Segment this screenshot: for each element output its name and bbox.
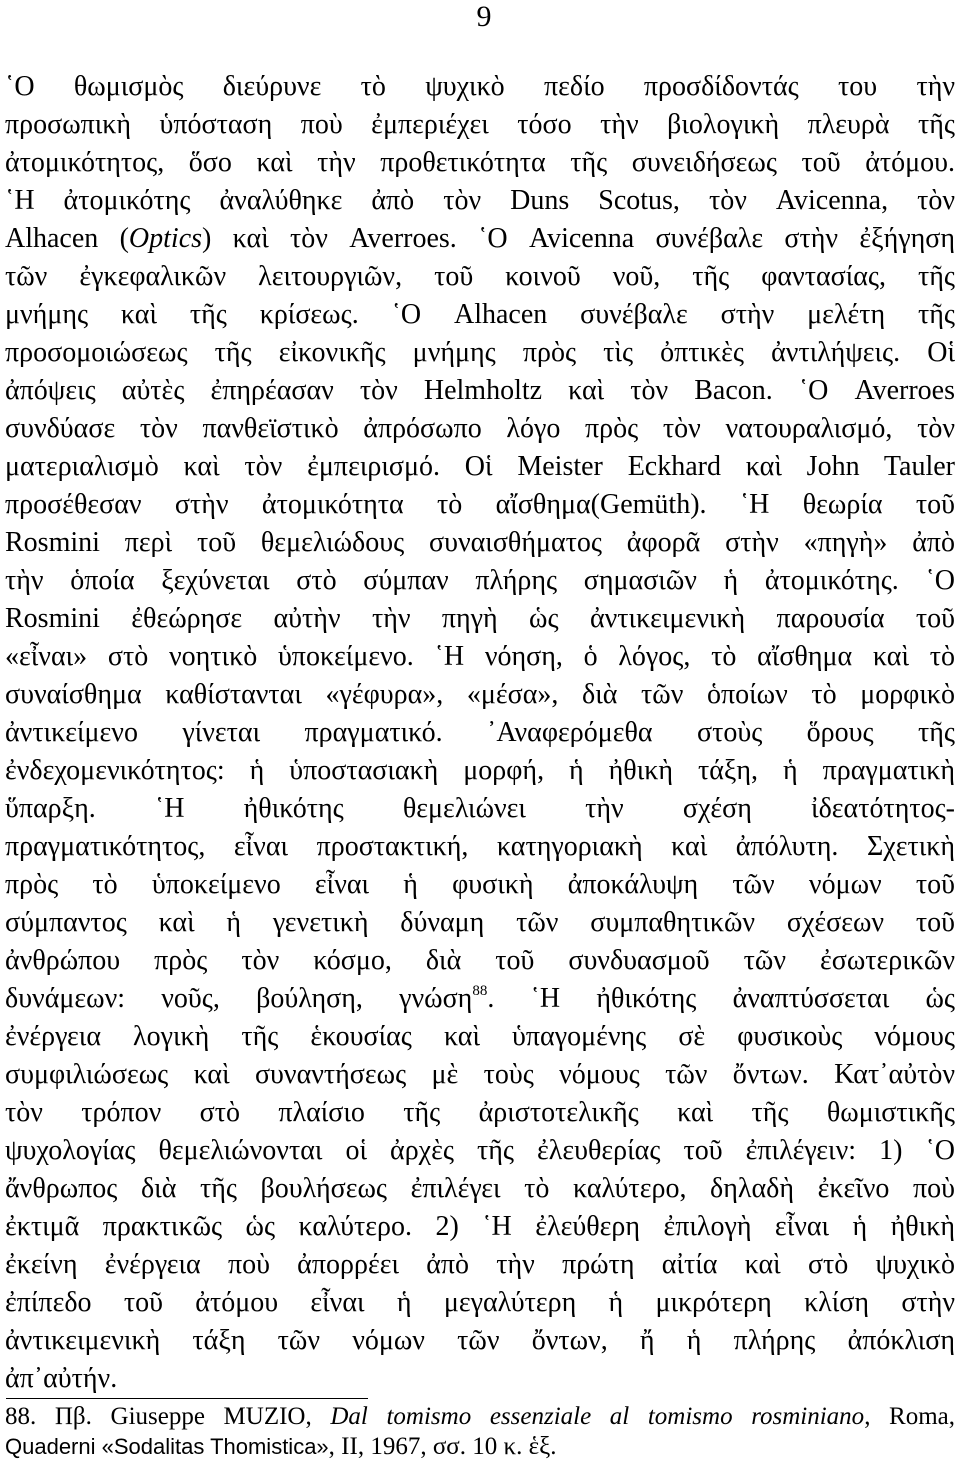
text-line: ἀπ᾿αὐτήν. bbox=[5, 1363, 118, 1394]
text-line: ῾Η ἀτομικότης ἀναλύθηκε ἀπὸ τὸν Duns Scotus, τὸν Avicenna, τὸν bbox=[5, 185, 955, 216]
text-line: συναίσθημα καθίστανται «γέφυρα», «μέσα», διὰ τῶν ὁποίων τὸ μορφικὸ bbox=[5, 679, 955, 710]
text-line: ματεριαλισμὸ καὶ τὸν ἐμπειρισμό. Οἱ Meister Eckhard καὶ John Tauler bbox=[5, 451, 955, 482]
page-number: 9 bbox=[476, 0, 492, 33]
text-line: ἐκτιμᾶ πρακτικῶς ὡς καλύτερο. 2) ῾Η ἐλεύθερη ἐπιλογὴ εἶναι ἡ ἠθικὴ bbox=[5, 1211, 955, 1242]
footnote-line: 88. Πβ. Giuseppe MUZIO, Dal tomismo essenziale al tomismo rosminiano, Roma, bbox=[5, 1403, 956, 1430]
footnote-marker: 88 bbox=[472, 983, 488, 999]
footnote-separator bbox=[6, 1398, 368, 1399]
text-line: πραγματικότητος, εἶναι προστακτική, κατηγοριακὴ καὶ ἀπόλυτη. Σχετικὴ bbox=[5, 831, 955, 862]
text-line: Rosmini ἐθεώρησε αὐτὴν τὴν πηγὴ ὡς ἀντικειμενικὴ παρουσία τοῦ bbox=[5, 603, 955, 634]
text-line: ὕπαρξη. ῾Η ἠθικότης θεμελιώνει τὴν σχέση ἰδεατότητος- bbox=[5, 793, 955, 824]
text-line: ῾Ο θωμισμὸς διεύρυνε τὸ ψυχικὸ πεδίο προσδίδοντάς του τὴν bbox=[5, 71, 955, 102]
text-line: ἄνθρωπος διὰ τῆς βουλήσεως ἐπιλέγει τὸ καλύτερο, δηλαδὴ ἐκεῖνο ποὺ bbox=[5, 1173, 955, 1204]
text-line: προσομοιώσεως τῆς εἰκονικῆς μνήμης πρὸς τὶς ὀπτικὲς ἀντιλήψεις. Οἱ bbox=[5, 337, 955, 368]
text-line: προσωπικὴ ὑπόσταση ποὺ ἐμπεριέχει τόσο τὴν βιολογικὴ πλευρὰ τῆς bbox=[5, 109, 955, 140]
text-line: ἐκείνη ἐνέργεια ποὺ ἀπορρέει ἀπὸ τὴν πρώτη αἰτία καὶ στὸ ψυχικὸ bbox=[5, 1249, 955, 1280]
text-line: ἐπίπεδο τοῦ ἀτόμου εἶναι ἡ μεγαλύτερη ἡ μικρότερη κλίση στὴν bbox=[5, 1287, 955, 1318]
text-line: τὸν τρόπον στὸ πλαίσιο τῆς ἀριστοτελικῆς καὶ τῆς θωμιστικῆς bbox=[5, 1097, 955, 1128]
text-line: Rosmini περὶ τοῦ θεμελιώδους συναισθήματος ἀφορᾶ στὴν «πηγὴ» ἀπὸ bbox=[5, 527, 955, 558]
text-line: τῶν ἐγκεφαλικῶν λειτουργιῶν, τοῦ κοινοῦ νοῦ, τῆς φαντασίας, τῆς bbox=[5, 261, 955, 292]
footnote-publisher: Quaderni «Sodalitas Thomistica» bbox=[5, 1434, 329, 1459]
footnote-line: Quaderni «Sodalitas Thomistica», II, 1967, σσ. 10 κ. ἑξ. bbox=[5, 1433, 557, 1460]
text-line: τὴν ὁποία ξεχύνεται στὸ σύμπαν πλήρης σημασιῶν ἡ ἀτομικότης. ῾Ο bbox=[5, 565, 955, 596]
text-line: δυνάμεων: νοῦς, βούληση, γνώση$^{88}$. ῾Η ἠθικότης ἀναπτύσσεται ὡς bbox=[5, 983, 956, 1014]
text-line: συνδύασε τὸν πανθεϊστικὸ ἀπρόσωπο λόγο πρὸς τὸν νατουραλισμό, τὸν bbox=[5, 413, 955, 444]
text-line: Alhacen (Optics) καὶ τὸν Averroes. ῾Ο Avicenna συνέβαλε στὴν ἐξήγηση bbox=[5, 223, 955, 254]
text-line: ἐνέργεια λογικὴ τῆς ἑκουσίας καὶ ὑπαγομένης σὲ φυσικοὺς νόμους bbox=[5, 1021, 955, 1052]
footnote-title: Dal tomismo essenziale al tomismo rosminiano bbox=[330, 1403, 865, 1430]
text-line: συμφιλιώσεως καὶ συναντήσεως μὲ τοὺς νόμους τῶν ὄντων. Κατ᾿αὐτὸν bbox=[5, 1059, 955, 1090]
italic-title: Optics bbox=[128, 223, 203, 254]
text-line: ἀπόψεις αὐτὲς ἐπηρέασαν τὸν Helmholtz καὶ τὸν Bacon. ῾Ο Averroes bbox=[5, 375, 955, 406]
text-line: «εἶναι» στὸ νοητικὸ ὑποκείμενο. ῾Η νόηση, ὁ λόγος, τὸ αἴσθημα καὶ τὸ bbox=[5, 641, 955, 672]
text-line: ἀντικείμενο γίνεται πραγματικό. ᾿Αναφερόμεθα στοὺς ὅρους τῆς bbox=[5, 717, 955, 748]
text-line: σύμπαντος καὶ ἡ γενετικὴ δύναμη τῶν συμπαθητικῶν σχέσεων τοῦ bbox=[5, 907, 955, 938]
text-line: πρὸς τὸ ὑποκείμενο εἶναι ἡ φυσικὴ ἀποκάλυψη τῶν νόμων τοῦ bbox=[5, 869, 955, 900]
text-line: ἀντικειμενικὴ τάξη τῶν νόμων τῶν ὄντων, ἤ ἡ πλήρης ἀπόκλιση bbox=[5, 1325, 955, 1356]
text-line: προσέθεσαν στὴν ἀτομικότητα τὸ αἴσθημα(Gemüth). ῾Η θεωρία τοῦ bbox=[5, 489, 955, 520]
text-line: ἀτομικότητος, ὅσο καὶ τὴν προθετικότητα τῆς συνειδήσεως τοῦ ἀτόμου. bbox=[5, 147, 955, 178]
text-line: ψυχολογίας θεμελιώνονται οἱ ἀρχὲς τῆς ἐλευθερίας τοῦ ἐπιλέγειν: 1) ῾Ο bbox=[5, 1135, 955, 1166]
text-line: ἀνθρώπου πρὸς τὸν κόσμο, διὰ τοῦ συνδυασμοῦ τῶν ἐσωτερικῶν bbox=[5, 945, 955, 976]
text-line: ἐνδεχομενικότητος: ἡ ὑποστασιακὴ μορφή, ἡ ἠθικὴ τάξη, ἡ πραγματικὴ bbox=[5, 755, 955, 786]
text-line: μνήμης καὶ τῆς κρίσεως. ῾Ο Alhacen συνέβαλε στὴν μελέτη τῆς bbox=[5, 299, 955, 330]
